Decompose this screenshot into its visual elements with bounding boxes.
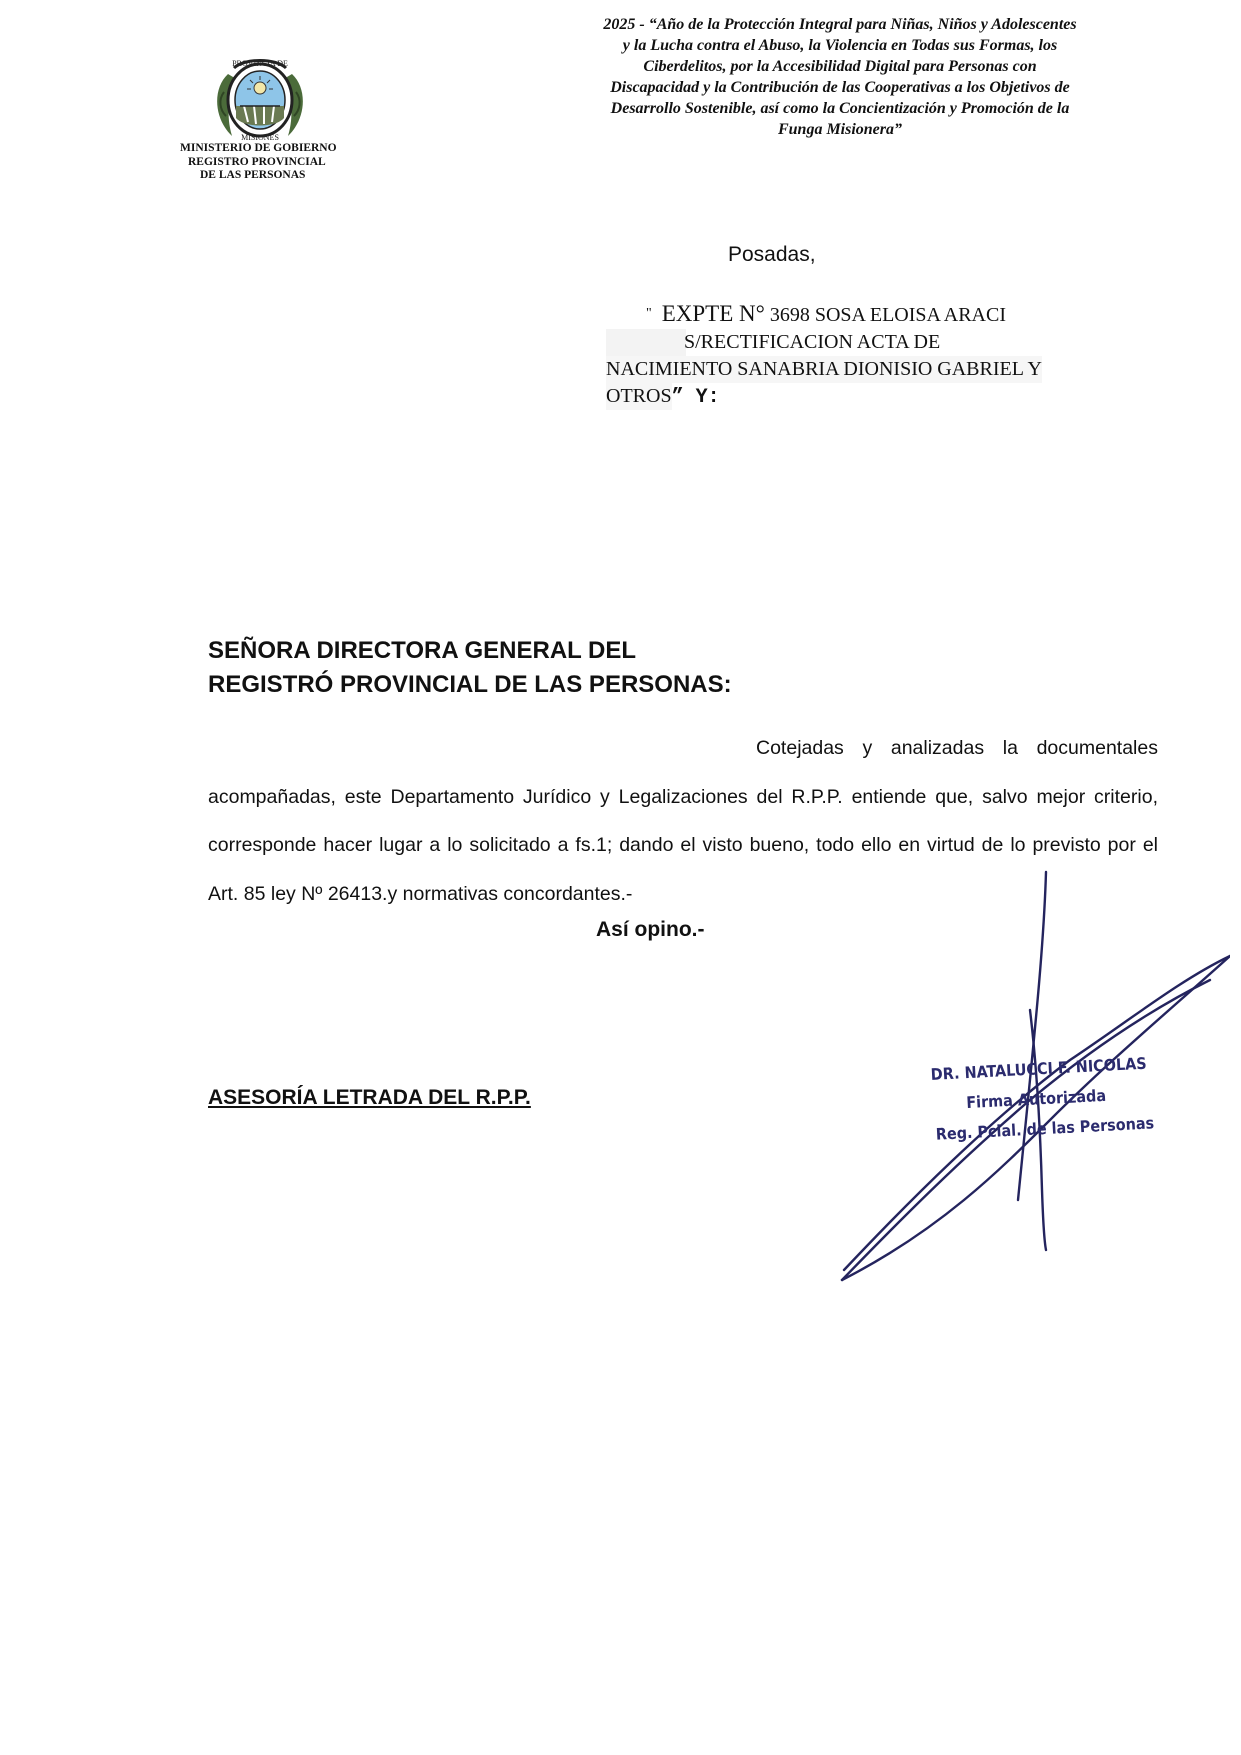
office-signature-line: ASESORÍA LETRADA DEL R.P.P. [208,1086,531,1109]
opinion-body-rest: acompañadas, este Departamento Jurídico y Legalizaciones del R.P.P. entiende que, salvo mejor criterio, corresponde hacer lugar a lo solicitado a fs.1; dando el visto bueno, todo ello en virtud de lo previsto por el Art. 85 ley Nº 26413.y normativas concordantes.- [208,785,1158,905]
ministry-line: DE LAS PERSONAS [200,169,306,181]
place-line: Posadas, [728,243,816,266]
expediente-closing: ” Y: [671,386,720,409]
ministry-line: MINISTERIO DE GOBIERNO [180,142,337,154]
stamp-line-title: Firma Autorizada [965,1085,1107,1113]
closing-formula: Así opino.- [596,918,705,941]
seal-text-top: PROVINCIA DE [232,59,288,68]
seal-text-bottom: MISIONES [241,133,279,142]
stamp-line-office: Reg. Pcial. de las Personas [935,1113,1155,1144]
motto-line: Discapacidad y la Contribución de las Cooperativas a los Objetivos de [610,79,1070,96]
opinion-body-first: Cotejadas y analizadas la documentales [756,737,1158,759]
expediente-reference [606,300,1106,411]
expediente-line4: OTROS [606,383,672,410]
expediente-line2: S/RECTIFICACION ACTA DE [606,329,1106,356]
motto-line: Funga Misionera” [777,121,903,138]
authorization-stamp [930,1048,1155,1149]
motto-line: y la Lucha contra el Abuso, la Violencia en Todas sus Formas, los [622,37,1058,54]
expediente-label: EXPTE N° [661,301,765,326]
motto-line: 2025 - “Año de la Protección Integral para Niñas, Niños y Adolescentes [603,16,1077,33]
addressee-line: SEÑORA DIRECTORA GENERAL DEL [208,637,637,664]
expediente-line1: 3698 SOSA ELOISA ARACI [769,304,1006,326]
ministry-heading [180,142,370,183]
addressee-line: REGISTRÓ PROVINCIAL DE LAS PERSONAS: [208,671,732,698]
expediente-quote: " [646,306,652,321]
ministry-line: REGISTRO PROVINCIAL [188,155,326,168]
motto-line: Ciberdelitos, por la Accesibilidad Digital para Personas con [643,58,1037,75]
motto-line: Desarrollo Sostenible, así como la Concientización y Promoción de la [610,100,1070,117]
provincial-seal-logo [210,44,310,144]
expediente-line3: NACIMIENTO SANABRIA DIONISIO GABRIEL Y [606,356,1042,383]
addressee [208,634,732,702]
stamp-line-name: DR. NATALUCCI F. NICOLAS [930,1053,1148,1084]
year-motto [555,14,1125,140]
